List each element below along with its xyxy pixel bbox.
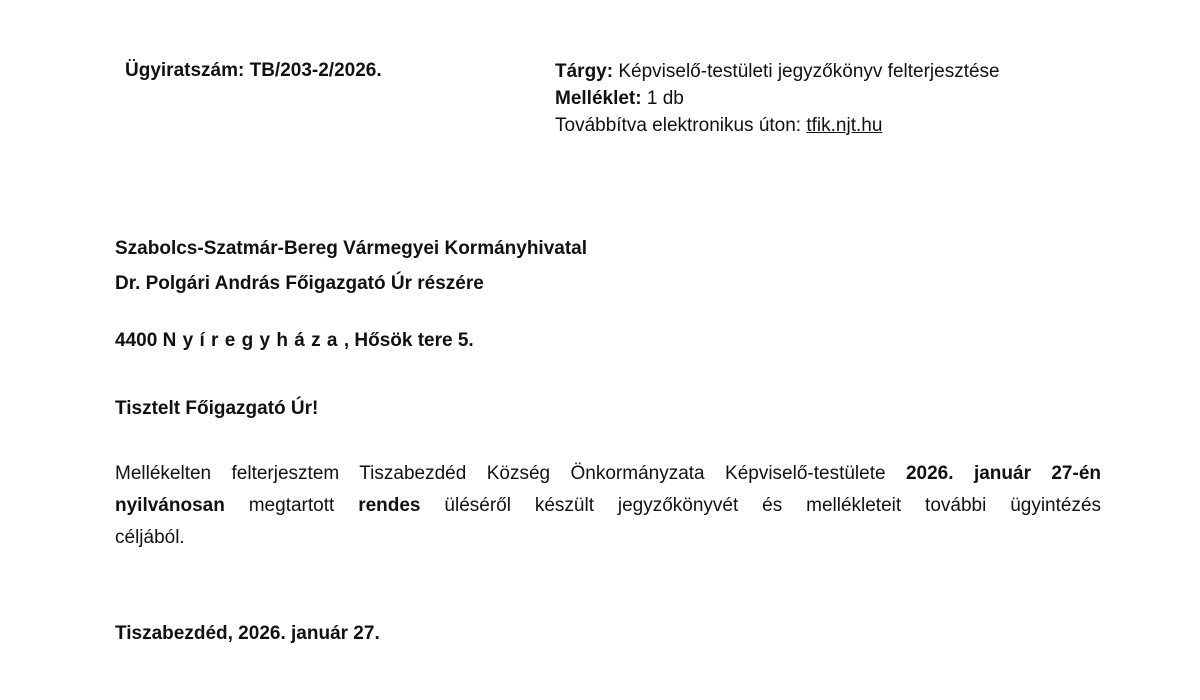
subject-label: Tárgy: (555, 61, 614, 82)
body-part1: Mellékelten felterjesztem Tiszabezdéd Község Önkormányzata Képviselő-testülete (115, 463, 886, 484)
subject-value: Képviselő-testületi jegyzőkönyv felterjesztése (618, 61, 1000, 82)
body-part2: megtartott (248, 495, 335, 516)
body-paragraph (115, 458, 1101, 554)
recipient-organization: Szabolcs-Szatmár-Bereg Vármegyei Kormányhivatal (115, 238, 588, 259)
forwarded-row (555, 112, 1000, 139)
recipient-person: Dr. Polgári András Főigazgató Úr részére (115, 273, 484, 294)
forwarded-text: Továbbítva elektronikus úton: (555, 115, 802, 136)
address-street: , Hősök tere 5. (343, 330, 474, 351)
address-line (115, 328, 474, 354)
case-number: Ügyiratszám: TB/203-2/2026. (125, 60, 382, 81)
forwarded-link[interactable]: tfik.njt.hu (806, 115, 883, 136)
recipient-block (115, 231, 587, 301)
body-manner: nyilvánosan (115, 495, 225, 516)
body-part3: üléséről készült jegyzőkönyvét és mellékleteit további ügyintézés (444, 495, 1102, 516)
closing-place-date: Tiszabezdéd, 2026. január 27. (115, 623, 380, 644)
address-city: Nyíregyháza (162, 330, 344, 351)
attachment-value: 1 db (646, 88, 684, 109)
salutation: Tisztelt Főigazgató Úr! (115, 398, 319, 419)
subject-row (555, 58, 1000, 85)
attachment-label: Melléklet: (555, 88, 642, 109)
body-line-1 (115, 458, 1101, 490)
body-part4: céljából. (115, 527, 185, 548)
address-postcode: 4400 (115, 330, 158, 351)
attachment-row (555, 85, 1000, 112)
body-date: 2026. január 27-én (905, 463, 1102, 484)
body-line-2 (115, 490, 1101, 522)
body-line-3 (115, 522, 1101, 554)
subject-block (555, 58, 1000, 139)
body-type: rendes (358, 495, 421, 516)
